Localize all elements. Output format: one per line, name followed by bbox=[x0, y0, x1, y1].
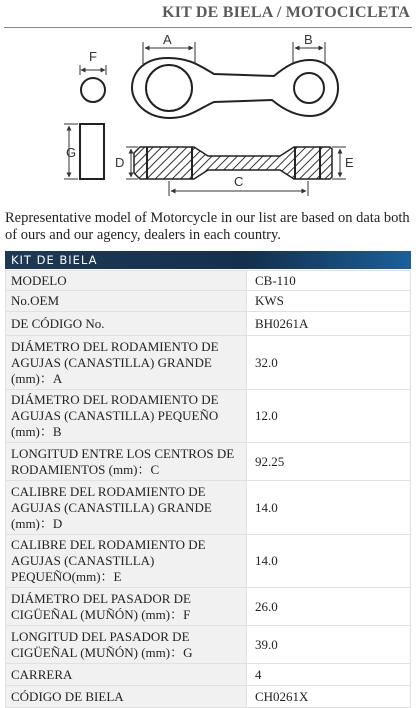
table-row bbox=[6, 481, 411, 535]
row-label-calibre-e: CALIBRE DEL RODAMIENTO DE AGUJAS (CANASTILLA) PEQUEÑO(mm)：E bbox=[6, 535, 247, 588]
table-row bbox=[6, 626, 411, 664]
dimension-label-f: F bbox=[89, 49, 97, 64]
row-label-diametro-b: DIÁMETRO DEL RODAMIENTO DE AGUJAS (CANASTILLA) PEQUEÑO (mm)：B bbox=[6, 390, 247, 443]
crank-pin-end-view bbox=[80, 65, 106, 102]
table-row bbox=[6, 336, 411, 390]
row-value-oem: KWS bbox=[247, 291, 411, 312]
row-label-modelo: MODELO bbox=[6, 271, 247, 291]
row-value-diametro-b: 12.0 bbox=[247, 390, 411, 443]
row-label-diametro-f: DIÁMETRO DEL PASADOR DE CIGÜEÑAL (MUÑÓN) (mm)：F bbox=[6, 588, 247, 626]
table-row bbox=[6, 291, 411, 312]
description-text: Representative model of Motorcycle in our list are based on data both of ours and our agency, dealers in each country. bbox=[5, 210, 410, 243]
table-row bbox=[6, 443, 411, 481]
row-value-carrera: 4 bbox=[247, 664, 411, 686]
row-label-calibre-d: CALIBRE DEL RODAMIENTO DE AGUJAS (CANASTILLA) GRANDE (mm)：D bbox=[6, 481, 247, 535]
row-value-codigo-biela: CH0261X bbox=[247, 686, 411, 708]
table-row bbox=[6, 664, 411, 686]
connecting-rod-top-view bbox=[132, 42, 338, 118]
row-label-oem: No.OEM bbox=[6, 291, 247, 312]
table-row bbox=[6, 686, 411, 708]
table-row bbox=[6, 271, 411, 291]
dimension-label-g: G bbox=[66, 145, 77, 160]
row-label-longitud-g: LONGITUD DEL PASADOR DE CIGÜEÑAL (MUÑÓN) (mm)：G bbox=[6, 626, 247, 664]
table-row bbox=[6, 390, 411, 443]
row-value-modelo: CB-110 bbox=[247, 271, 411, 291]
row-label-codigo: DE CÓDIGO No. bbox=[6, 312, 247, 336]
row-value-calibre-e: 14.0 bbox=[247, 535, 411, 588]
row-value-codigo: BH0261A bbox=[247, 312, 411, 336]
row-value-calibre-d: 14.0 bbox=[247, 481, 411, 535]
page-title: KIT DE BIELA / MOTOCICLETA bbox=[162, 4, 410, 21]
row-label-carrera: CARRERA bbox=[6, 664, 247, 686]
dimension-label-c: C bbox=[234, 174, 244, 189]
dimension-label-b: B bbox=[304, 32, 313, 47]
row-label-codigo-biela: CÓDIGO DE BIELA bbox=[6, 686, 247, 708]
spec-table bbox=[5, 270, 411, 708]
dimension-label-a: A bbox=[163, 32, 172, 47]
row-label-diametro-a: DIÁMETRO DEL RODAMIENTO DE AGUJAS (CANASTILLA) GRANDE (mm)：A bbox=[6, 336, 247, 390]
connecting-rod-diagram bbox=[0, 28, 416, 206]
dimension-label-d: D bbox=[115, 155, 125, 170]
row-value-longitud-c: 92.25 bbox=[247, 443, 411, 481]
row-value-longitud-g: 39.0 bbox=[247, 626, 411, 664]
table-row bbox=[6, 588, 411, 626]
table-row bbox=[6, 535, 411, 588]
row-label-longitud-c: LONGITUD ENTRE LOS CENTROS DE RODAMIENTOS (mm)：C bbox=[6, 443, 247, 481]
table-row bbox=[6, 312, 411, 336]
spec-table-header: KIT DE BIELA bbox=[5, 251, 411, 269]
row-value-diametro-f: 26.0 bbox=[247, 588, 411, 626]
row-value-diametro-a: 32.0 bbox=[247, 336, 411, 390]
dimension-label-e: E bbox=[345, 155, 354, 170]
